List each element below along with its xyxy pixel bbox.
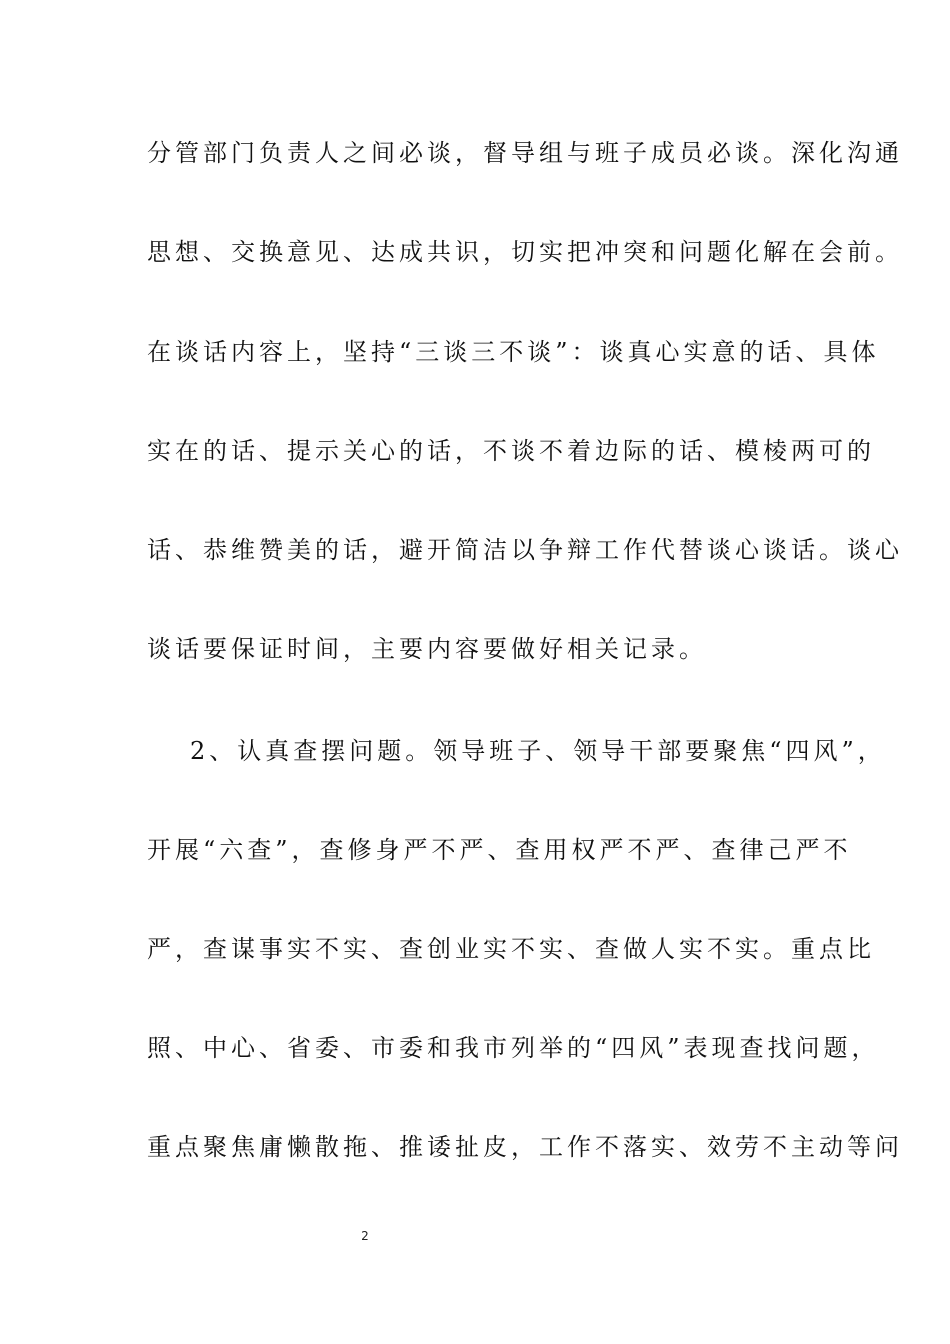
text-line: 在谈话内容上，坚持“三谈三不谈”：谈真心实意的话、具体 bbox=[147, 338, 880, 366]
text-line: 实在的话、提示关心的话，不谈不着边际的话、模棱两可的 bbox=[147, 437, 875, 465]
page-number: 2 bbox=[361, 1229, 369, 1243]
text-line: 思想、交换意见、达成共识，切实把冲突和问题化解在会前。 bbox=[147, 238, 903, 266]
text-line: 开展“六查”，查修身严不严、查用权严不严、查律己严不 bbox=[147, 836, 852, 864]
text-line: 谈话要保证时间，主要内容要做好相关记录。 bbox=[147, 635, 707, 663]
text-line: 照、中心、省委、市委和我市列举的“四风”表现查找问题， bbox=[147, 1034, 880, 1062]
text-line: 话、恭维赞美的话，避开简洁以争辩工作代替谈心谈话。谈心 bbox=[147, 536, 903, 564]
paragraph-start-line: 2、认真查摆问题。领导班子、领导干部要聚焦“四风”， bbox=[190, 737, 886, 765]
text-line: 重点聚焦庸懒散拖、推诿扯皮，工作不落实、效劳不主动等问 bbox=[147, 1133, 903, 1161]
text-line: 分管部门负责人之间必谈，督导组与班子成员必谈。深化沟通 bbox=[147, 139, 903, 167]
text-line: 严，查谋事实不实、查创业实不实、查做人实不实。重点比 bbox=[147, 935, 875, 963]
